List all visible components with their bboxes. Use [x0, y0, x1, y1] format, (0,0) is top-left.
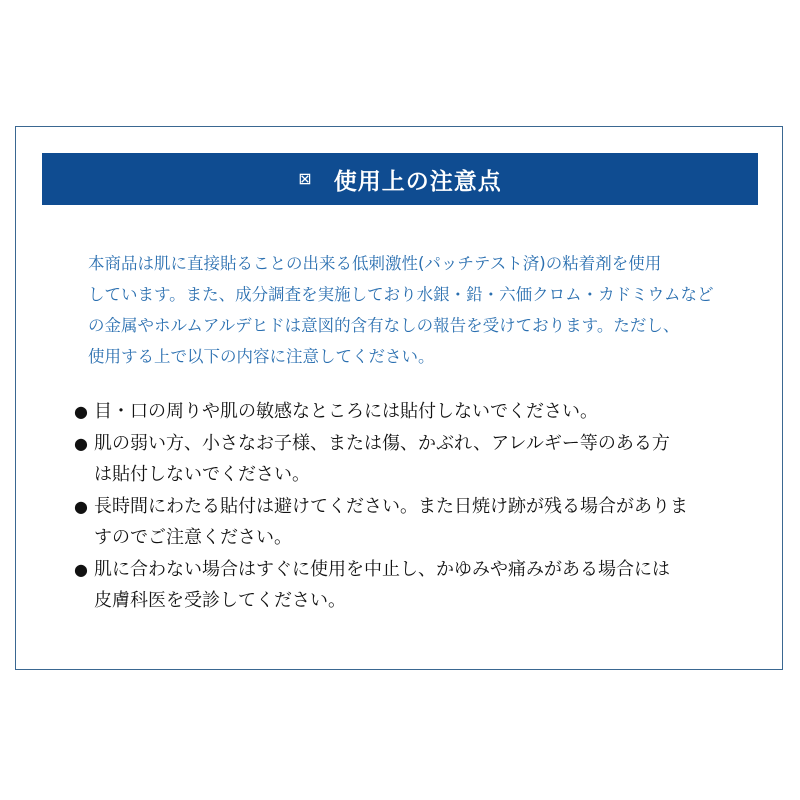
note-text: [94, 396, 754, 428]
note-line: 肌に合わない場合はすぐに使用を中止し、かゆみや痛みがある場合には: [94, 558, 670, 580]
intro-line: 使用する上で以下の内容に注意してください。: [88, 347, 435, 366]
note-line: 肌の弱い方、小さなお子様、または傷、かぶれ、アレルギー等のある方: [94, 432, 670, 454]
list-item: [74, 491, 754, 554]
precaution-list: [74, 396, 754, 617]
intro-line: の金属やホルムアルデヒドは意図的含有なしの報告を受けております。ただし、: [88, 316, 680, 335]
page-title: 使用上の注意点: [333, 168, 502, 195]
note-line: は貼付しないでください。: [94, 464, 310, 485]
intro-line: しています。また、成分調査を実施しており水銀・鉛・六価クロム・カドミウムなど: [88, 285, 714, 304]
bullet-icon: ●: [74, 433, 88, 453]
bullet-icon: ●: [74, 496, 88, 516]
note-text: [94, 491, 754, 554]
note-text: [94, 428, 754, 491]
bullet-icon: ●: [74, 402, 88, 421]
warning-box-icon: ⊠: [298, 169, 312, 188]
note-text: [94, 554, 754, 617]
list-item: [74, 396, 754, 428]
intro-line: 本商品は肌に直接貼ることの出来る低刺激性(パッチテスト済)の粘着剤を使用: [88, 254, 662, 273]
list-item: [74, 554, 754, 617]
note-line: 長時間にわたる貼付は避けてください。また日焼け跡が残る場合がありま: [94, 495, 688, 517]
note-line: すのでご注意ください。: [94, 527, 292, 548]
note-line: 目・口の周りや肌の敏感なところには貼付しないでください。: [94, 401, 598, 422]
intro-paragraph: [88, 248, 748, 372]
bullet-icon: ●: [74, 559, 88, 579]
title-bar: [42, 153, 758, 205]
list-item: [74, 428, 754, 491]
note-line: 皮膚科医を受診してください。: [94, 590, 346, 611]
